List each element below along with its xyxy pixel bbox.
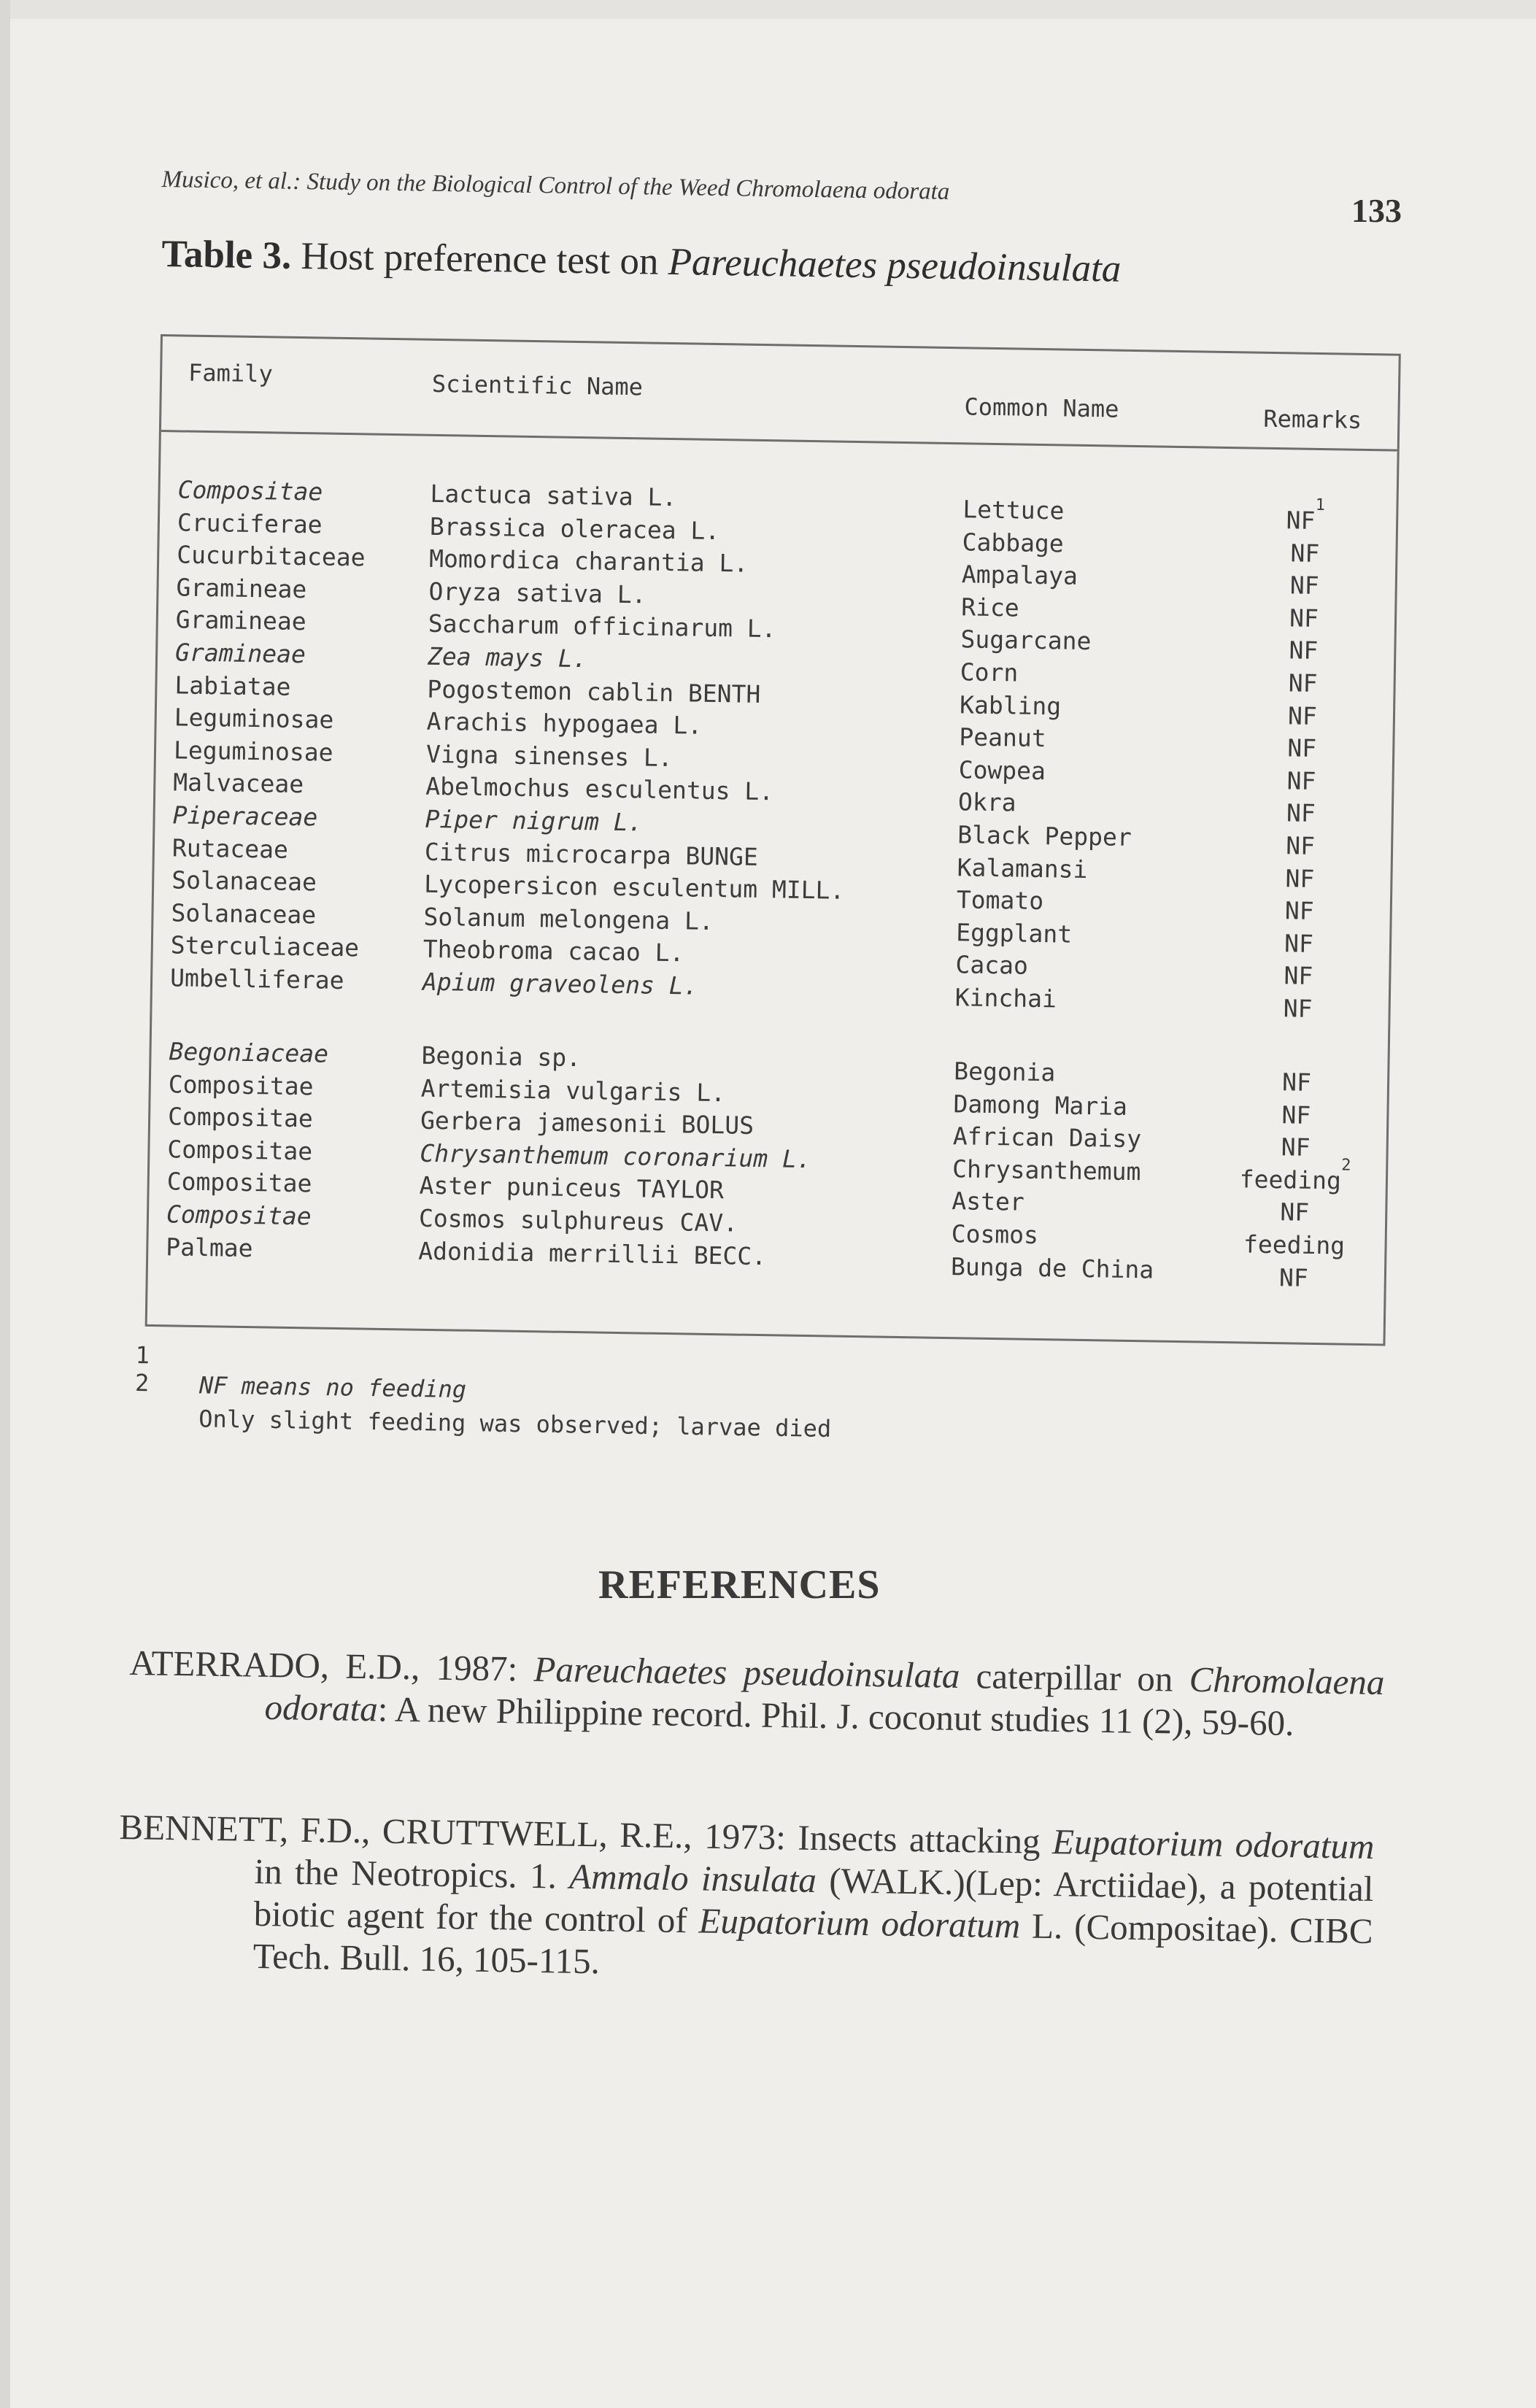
table-row: Palmae Adonidia merrillii BECC. Bunga de China NF xyxy=(166,1232,1309,1292)
table-row: Gramineae Zea mays L. Corn NF xyxy=(174,638,1318,698)
scan-top-band xyxy=(0,0,1536,19)
table-row: Malvaceae Abelmochus esculentus L. Okra NF xyxy=(173,768,1316,828)
table-footnotes xyxy=(134,1341,1011,1443)
table-caption-text: Host preference test on xyxy=(301,234,659,283)
table-row: Compositae Cosmos sulphureus CAV. Cosmos feeding xyxy=(166,1200,1346,1260)
table-row: Compositae Chrysanthemum coronarium L. Chrysanthemum feeding$^2$ xyxy=(167,1135,1351,1195)
table-row: Cruciferae Brassica oleracea L. Cabbage NF xyxy=(177,507,1320,568)
table-row: Leguminosae Vigna sinenses L. Cowpea NF xyxy=(173,736,1316,795)
table-row: Gramineae Saccharum officinarum L. Sugarcane NF xyxy=(175,605,1319,665)
reference-entry: BENNETT, F.D., CRUTTWELL, R.E., 1973: Insects attacking Eupatorium odoratum in the Neotropics. 1. Ammalo insulata (WALK.)(Lep: Arctiidae), a potential biotic agent for the control of Eupatorium odoratum L. (Compositae). CIBC Tech. Bull. 16, 105-115. xyxy=(119,1806,1375,1982)
table-row: Solanaceae Lycopersicon esculentum MILL. Tomato NF xyxy=(171,865,1314,926)
table-row: Begoniaceae Begonia sp. Begonia NF xyxy=(169,1037,1312,1097)
table-row: Cucurbitaceae Momordica charantia L. Ampalaya NF xyxy=(176,540,1319,601)
scan-left-edge xyxy=(0,0,10,2408)
header-family: Family xyxy=(188,358,274,388)
table-row: Sterculiaceae Theobroma cacao L. Cacao NF xyxy=(170,930,1313,991)
footnote-number: 2 xyxy=(134,1368,150,1397)
table-row: Rutaceae Citrus microcarpa BUNGE Kalamansi NF xyxy=(171,833,1315,893)
table-row: Umbelliferae Apium graveolens L. Kinchai NF xyxy=(169,963,1313,1023)
host-preference-table xyxy=(145,334,1401,1346)
references-heading: REFERENCES xyxy=(598,1562,881,1608)
table-row: Piperaceae Piper nigrum L. Black Pepper NF xyxy=(172,800,1316,860)
header-common-name: Common Name xyxy=(964,393,1119,423)
footnote-text: NF means no feeding xyxy=(198,1371,467,1404)
table-row: Compositae Gerbera jamesonii BOLUS African Daisy NF xyxy=(167,1102,1311,1162)
footnote-text: Only slight feeding was observed; larvae died xyxy=(198,1405,832,1443)
table-row: Solanaceae Solanum melongena L. Eggplant NF xyxy=(171,898,1314,958)
table-row: Gramineae Oryza sativa L. Rice NF xyxy=(176,573,1319,633)
table-caption-species: Pareuchaetes pseudoinsulata xyxy=(668,240,1122,290)
table-row: Compositae Lactuca sativa L. Lettuce $NF^1$ xyxy=(177,475,1326,535)
table-caption-number: Table 3. xyxy=(161,232,292,277)
running-head: Musico, et al.: Study on the Biological Control of the Weed Chromolaena odorata xyxy=(161,166,950,205)
table-group-ornamentals xyxy=(148,1037,1388,1292)
table-caption xyxy=(161,232,1257,293)
header-remarks: Remarks xyxy=(1263,404,1362,434)
table-group-tested xyxy=(153,475,1397,1023)
table-row: Compositae Aster puniceus TAYLOR Aster NF xyxy=(166,1167,1310,1227)
table-row: Compositae Artemisia vulgaris L. Damong Maria NF xyxy=(168,1069,1311,1130)
table-row: Labiatae Pogostemon cablin BENTH Kabling NF xyxy=(174,670,1318,730)
table-row: Leguminosae Arachis hypogaea L. Peanut NF xyxy=(174,703,1317,763)
footnote-number: 1 xyxy=(135,1341,150,1370)
header-scientific-name: Scientific Name xyxy=(431,369,644,401)
header-rule xyxy=(161,430,1397,452)
reference-entry: ATERRADO, E.D., 1987: Pareuchaetes pseudoinsulata caterpillar on Chromolaena odorata: A new Philippine record. Phil. J. coconut studies 11 (2), 59-60. xyxy=(129,1642,1385,1744)
page-number: 133 xyxy=(1351,192,1402,229)
